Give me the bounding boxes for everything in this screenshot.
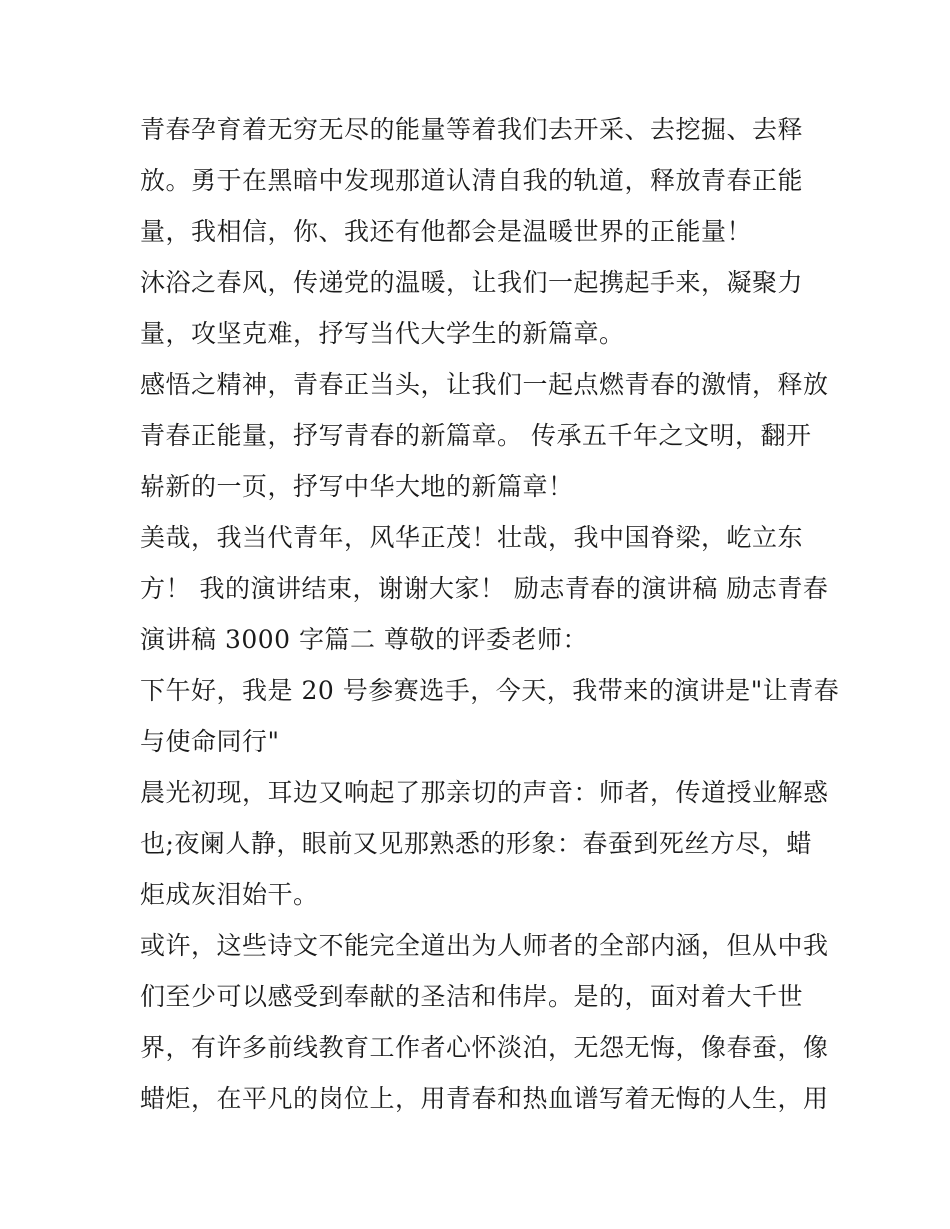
text-line: 崭新的一页，抒写中华大地的新篇章！ [140, 472, 574, 501]
text-line: 演讲稿 3000 字篇二 尊敬的评委老师： [140, 625, 588, 654]
text-line: 沐浴之春风，传递党的温暖，让我们一起携起手来，凝聚力 [140, 268, 804, 297]
text-line: 界，有许多前线教育工作者心怀淡泊，无怨无悔，像春蚕，像 [140, 1033, 829, 1062]
text-line: 与使命同行" [140, 727, 280, 756]
document-body [140, 104, 840, 1124]
text-line: 晨光初现，耳边又响起了那亲切的声音：师者，传道授业解惑 [140, 778, 829, 807]
text-line: 方！ 我的演讲结束，谢谢大家！ 励志青春的演讲稿 励志青春 [140, 574, 829, 603]
text-line: 下午好，我是 20 号参赛选手，今天，我带来的演讲是"让青春 [140, 676, 840, 705]
text-line: 美哉，我当代青年，风华正茂！壮哉，我中国脊梁，屹立东 [140, 523, 804, 552]
text-line: 青春正能量，抒写青春的新篇章。 传承五千年之文明，翻开 [140, 421, 812, 450]
text-line: 也;夜阑人静，眼前又见那熟悉的形象：春蚕到死丝方尽，蜡 [140, 829, 812, 858]
text-line: 炬成灰泪始干。 [140, 880, 319, 909]
text-line: 蜡炬，在平凡的岗位上，用青春和热血谱写着无悔的人生，用 [140, 1084, 829, 1113]
text-line: 量，攻坚克难，抒写当代大学生的新篇章。 [140, 319, 625, 348]
text-line: 放。勇于在黑暗中发现那道认清自我的轨道，释放青春正能 [140, 166, 804, 195]
text-line: 青春孕育着无穷无尽的能量等着我们去开采、去挖掘、去释 [140, 115, 804, 144]
text-line: 感悟之精神，青春正当头，让我们一起点燃青春的激情，释放 [140, 370, 829, 399]
text-line: 量，我相信，你、我还有他都会是温暖世界的正能量！ [140, 217, 753, 246]
text-line: 们至少可以感受到奉献的圣洁和伟岸。是的，面对着大千世 [140, 982, 804, 1011]
text-line: 或许，这些诗文不能完全道出为人师者的全部内涵，但从中我 [140, 931, 829, 960]
